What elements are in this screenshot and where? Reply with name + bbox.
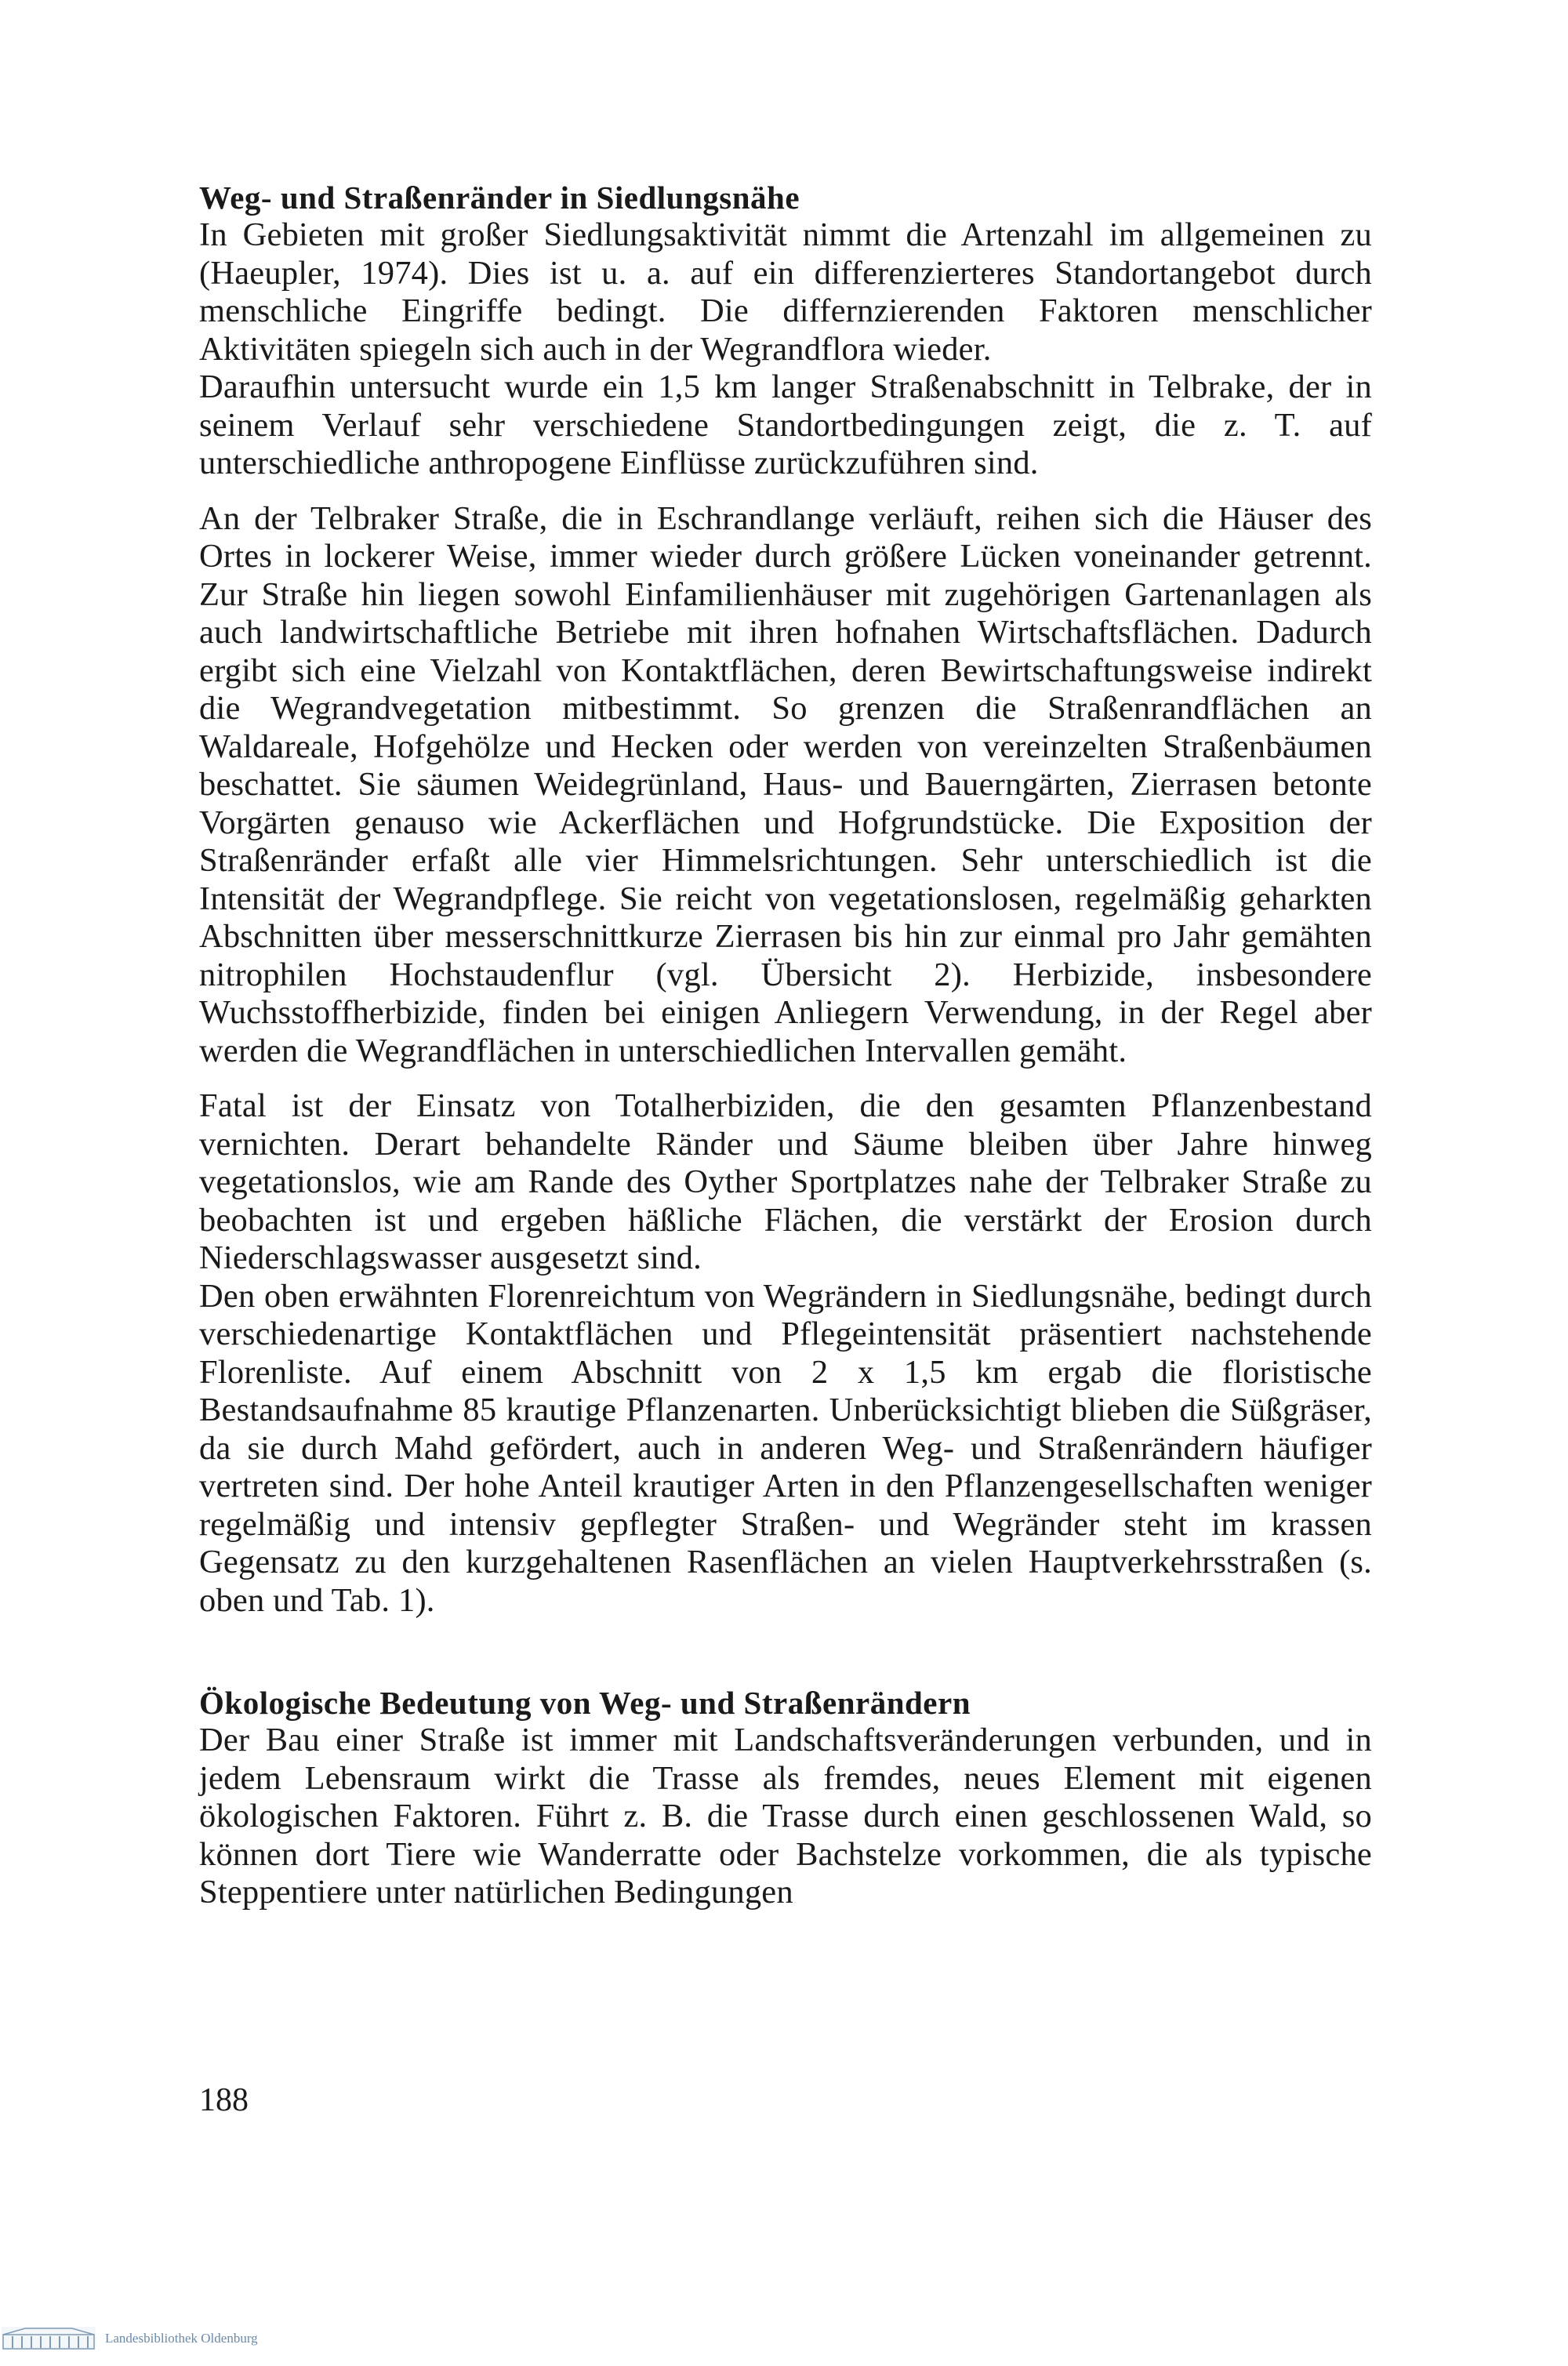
paragraph-6: Der Bau einer Straße ist immer mit Landschaftsveränderungen verbunden, und in jedem Lebensraum wirkt die Trasse als fremdes, neues Element mit eigenen ökologischen Faktoren. Führt z. B. die Trasse durch einen geschlossenen Wald, so können dort Tiere wie Wanderratte oder Bachstelze vorkommen, die als typische Steppentiere unter natürlichen Bedingungen — [199, 1722, 1372, 1911]
library-building-icon — [2, 2327, 96, 2350]
page-body — [199, 179, 1372, 1912]
page-number: 188 — [199, 2082, 249, 2118]
section-heading-siedlungsnaehe: Weg- und Straßenränder in Siedlungsnähe — [199, 180, 800, 216]
paragraph-1: In Gebieten mit großer Siedlungsaktivität nimmt die Artenzahl im allgemeinen zu (Haeupler, 1974). Dies ist u. a. auf ein differenzierteres Standortangebot durch menschliche Eingriffe bedingt. Die differnzierenden Faktoren menschlicher Aktivitäten spiegeln sich auch in der Wegrandflora wieder. — [199, 216, 1372, 368]
paragraph-4: Fatal ist der Einsatz von Totalherbiziden, die den gesamten Pflanzenbestand vernichten. Derart behandelte Ränder und Säume bleiben über Jahre hinweg vegetationslos, wie am Rande des Oyther Sportplatzes nahe der Telbraker Straße zu beobachten ist und ergeben häßliche Flächen, die verstärkt der Erosion durch Niederschlagswasser ausgesetzt sind. — [199, 1087, 1372, 1276]
paragraph-3: An der Telbraker Straße, die in Eschrandlange verläuft, reihen sich die Häuser des Ortes in lockerer Weise, immer wieder durch größere Lücken voneinander getrennt. Zur Straße hin liegen sowohl Einfamilienhäuser mit zugehörigen Gartenanlagen als auch landwirtschaftliche Betriebe mit ihren hofnahen Wirtschaftsflächen. Dadurch ergibt sich eine Vielzahl von Kontaktflächen, deren Bewirtschaftungsweise indirekt die Wegrandvegetation mitbestimmt. So grenzen die Straßenrandflächen an Waldareale, Hofgehölze und Hecken oder werden von vereinzelten Straßenbäumen beschattet. Sie säumen Weidegrünland, Haus- und Bauerngärten, Zierrasen betonte Vorgärten genauso wie Ackerflächen und Hofgrundstücke. Die Exposition der Straßenränder erfaßt alle vier Himmelsrichtungen. Sehr unterschiedlich ist die Intensität der Wegrandpflege. Sie reicht von vegetationslosen, regelmäßig geharkten Abschnitten über messerschnittkurze Zierrasen bis hin zur einmal pro Jahr gemähten nitrophilen Hochstaudenflur (vgl. Übersicht 2). Herbizide, insbesondere Wuchsstoffherbizide, finden bei einigen Anliegern Verwendung, in der Regel aber werden die Wegrandflächen in unterschiedlichen Intervallen gemäht. — [199, 499, 1372, 1069]
paragraph-2: Daraufhin untersucht wurde ein 1,5 km langer Straßenabschnitt in Telbrake, der in seinem Verlauf sehr verschiedene Standortbedingungen zeigt, die z. T. auf unterschiedliche anthropogene Einflüsse zurückzuführen sind. — [199, 368, 1372, 481]
library-footer — [0, 2325, 784, 2352]
library-name: Landesbibliothek Oldenburg — [105, 2331, 258, 2346]
section-heading-oekologische-bedeutung: Ökologische Bedeutung von Weg- und Straßenrändern — [199, 1685, 971, 1721]
paragraph-5: Den oben erwähnten Florenreichtum von Wegrändern in Siedlungsnähe, bedingt durch verschiedenartige Kontaktflächen und Pflegeintensität präsentiert nachstehende Florenliste. Auf einem Abschnitt von 2 x 1,5 km ergab die floristische Bestandsaufnahme 85 krautige Pflanzenarten. Unberücksichtigt blieben die Süßgräser, da sie durch Mahd gefördert, auch in anderen Weg- und Straßenrändern häufiger vertreten sind. Der hohe Anteil krautiger Arten in den Pflanzengesellschaften weniger regelmäßig und intensiv gepflegter Straßen- und Wegränder steht im krassen Gegensatz zu den kurzgehaltenen Rasenflächen an vielen Hauptverkehrsstraßen (s. oben und Tab. 1). — [199, 1277, 1372, 1619]
